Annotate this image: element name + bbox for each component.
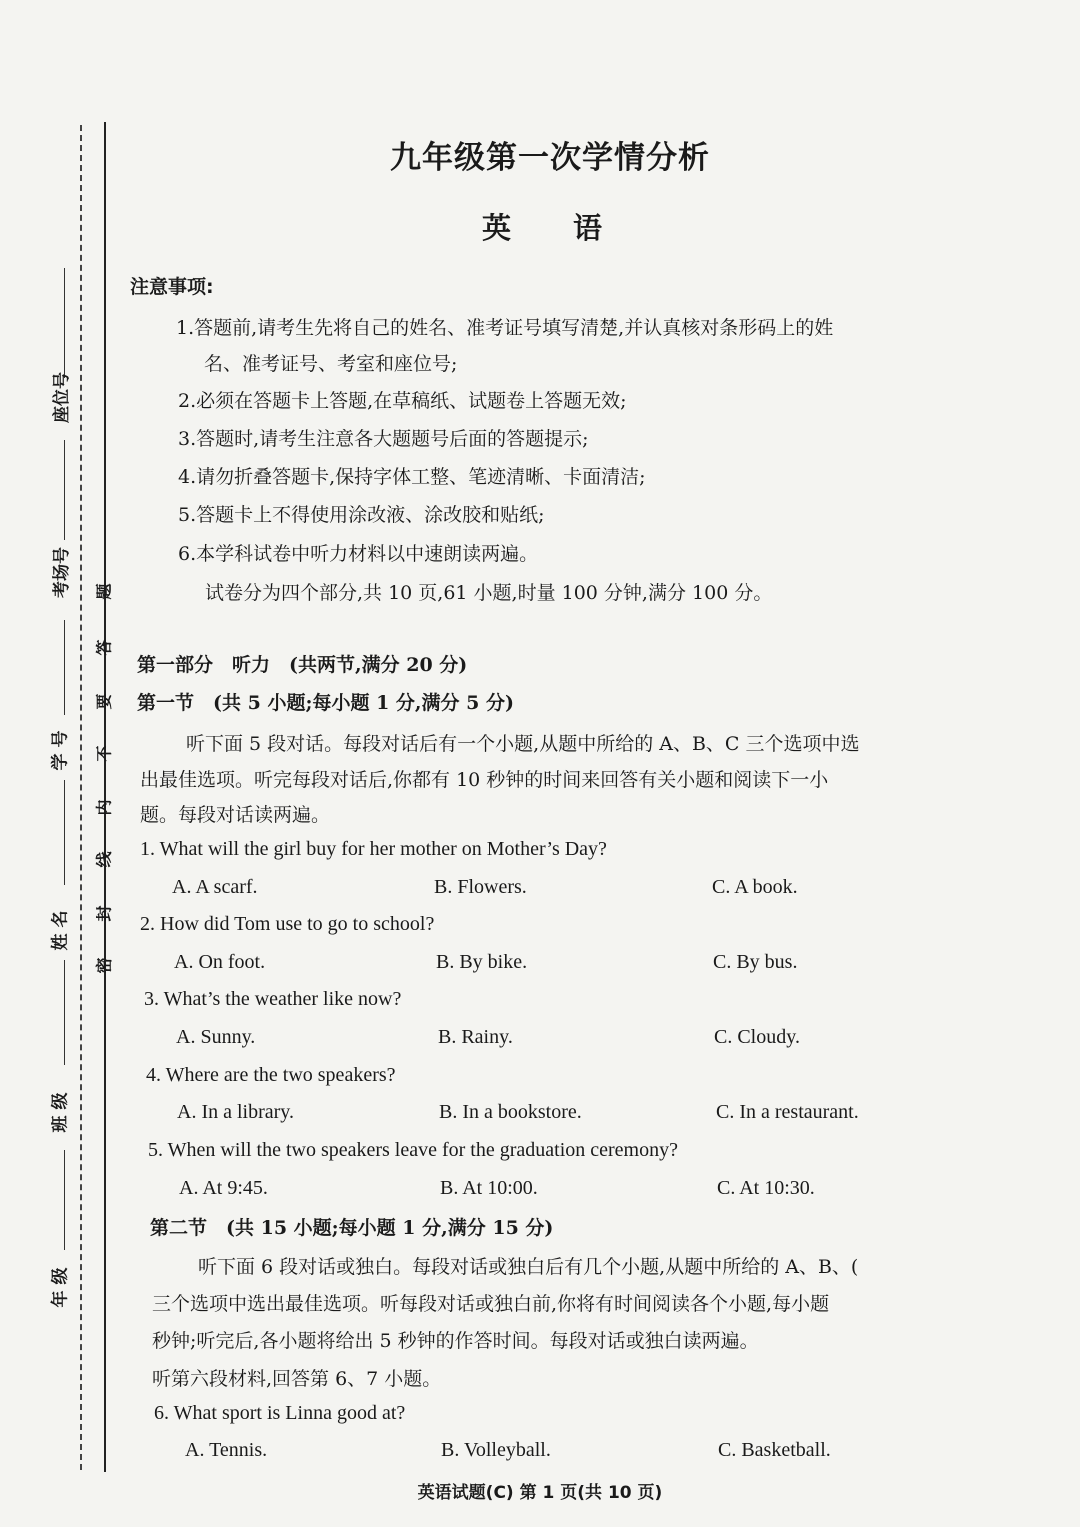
section-instructions: 题。每段对话读两遍。 [140,804,331,826]
section-instructions: 听下面 5 段对话。每段对话后有一个小题,从题中所给的 A、B、C 三个选项中选 [186,733,860,755]
student-number-label: 学 号 [50,730,71,771]
notice-item: 1.答题前,请考生先将自己的姓名、准考证号填写清楚,并认真核对条形码上的姓 [176,317,834,339]
option-a: A. A scarf. [172,876,258,898]
option-a: A. In a library. [177,1101,294,1123]
material-note: 听第六段材料,回答第 6、7 小题。 [152,1368,442,1390]
part-heading: 第一部分 听力 (共两节,满分 20 分) [137,654,468,676]
option-c: C. Basketball. [718,1439,831,1461]
section-heading: 第二节 (共 15 小题;每小题 1 分,满分 15 分) [150,1217,554,1239]
question-stem: 6. What sport is Linna good at? [154,1402,406,1424]
option-a: A. Tennis. [185,1439,268,1461]
name-blank [64,780,65,885]
option-a: A. On foot. [174,951,266,973]
section-instructions: 秒钟;听完后,各小题将给出 5 秒钟的作答时间。每段对话或独白读两遍。 [152,1330,759,1352]
seal-char: 题 [94,583,114,600]
seal-char: 答 [94,639,114,656]
seat-number-blank [64,268,65,378]
seal-char: 内 [94,799,114,816]
seal-char: 封 [94,905,114,922]
student-number-blank [64,620,65,715]
option-c: C. In a restaurant. [716,1101,859,1123]
section-instructions: 听下面 6 段对话或独白。每段对话或独白后有几个小题,从题中所给的 A、B、( [198,1256,859,1278]
option-b: B. Flowers. [434,876,527,898]
binding-dashed-line [80,125,82,1470]
seal-char: 密 [94,957,114,974]
subject-title: 英 语 [481,211,629,245]
class-label: 班 级 [50,1092,71,1133]
option-b: B. In a bookstore. [439,1101,582,1123]
notice-item: 5.答题卡上不得使用涂改液、涂改胶和贴纸; [178,504,545,526]
question-stem: 1. What will the girl buy for her mother on Mother’s Day? [140,838,607,860]
page-footer: 英语试题(C) 第 1 页(共 10 页) [417,1483,663,1503]
class-blank [64,960,65,1065]
notice-item: 4.请勿折叠答题卡,保持字体工整、笔迹清晰、卡面清洁; [178,466,646,488]
seal-char: 要 [94,693,114,710]
seal-char: 不 [94,745,114,762]
grade-blank [64,1150,65,1250]
section-instructions: 出最佳选项。听完每段对话后,你都有 10 秒钟的时间来回答有关小题和阅读下一小 [140,769,829,791]
notice-item: 2.必须在答题卡上答题,在草稿纸、试题卷上答题无效; [178,390,627,412]
name-label: 姓 名 [50,910,71,951]
question-stem: 3. What’s the weather like now? [144,988,402,1010]
question-stem: 2. How did Tom use to go to school? [140,913,435,935]
notice-item: 6.本学科试卷中听力材料以中速朗读两遍。 [178,543,539,565]
option-b: B. Volleyball. [441,1439,551,1461]
section-instructions: 三个选项中选出最佳选项。听每段对话或独白前,你将有时间阅读各个小题,每小题 [152,1293,830,1315]
option-a: A. Sunny. [176,1026,256,1048]
seal-char: 线 [94,851,114,868]
section-heading: 第一节 (共 5 小题;每小题 1 分,满分 5 分) [137,692,514,714]
option-c: C. By bus. [713,951,798,973]
binding-solid-line [104,122,106,1472]
option-b: B. At 10:00. [440,1177,538,1199]
exam-title: 九年级第一次学情分析 [390,140,710,176]
option-c: C. Cloudy. [714,1026,800,1048]
notice-heading: 注意事项: [130,276,214,298]
option-c: C. At 10:30. [717,1177,815,1199]
notice-item: 3.答题时,请考生注意各大题题号后面的答题提示; [178,428,589,450]
exam-room-blank [64,440,65,540]
option-a: A. At 9:45. [179,1177,268,1199]
notice-summary: 试卷分为四个部分,共 10 页,61 小题,时量 100 分钟,满分 100 分。 [205,582,773,604]
option-b: B. By bike. [436,951,528,973]
question-stem: 5. When will the two speakers leave for the graduation ceremony? [148,1139,678,1161]
option-c: C. A book. [712,876,798,898]
option-b: B. Rainy. [438,1026,513,1048]
notice-item: 名、准考证号、考室和座位号; [204,353,458,375]
exam-room-label: 考场号 [52,547,72,598]
question-stem: 4. Where are the two speakers? [146,1064,396,1086]
seat-number-label: 座位号 [52,372,72,423]
grade-label: 年 级 [50,1267,71,1308]
